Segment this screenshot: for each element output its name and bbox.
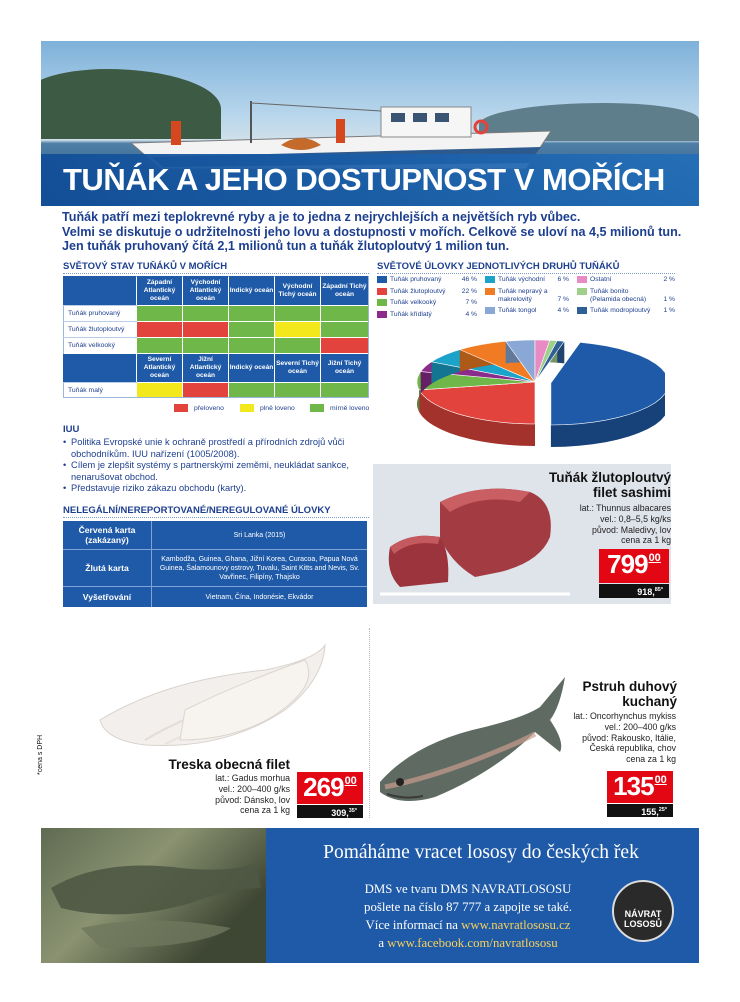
banner-line [303, 934, 633, 952]
cod-fillet-image [85, 640, 335, 760]
legend-swatch-green [310, 404, 324, 412]
status-col-header: Východní Tichý oceán [275, 276, 320, 305]
iuu-item: • Politika Evropské unie k ochraně prostředí a přírodních zdrojů vůči obchodníkům. IUU nařízení (1005/2008). [63, 437, 369, 460]
pie-legend-item [377, 276, 477, 283]
status-cell-yellow [137, 383, 182, 397]
price-net-main: 918, [637, 587, 655, 597]
product-meta-line: původ: Maledivy, lov [591, 524, 671, 535]
illegal-value: Sri Lanka (2015) [151, 521, 367, 549]
pie-legend-label: Tuňák východní [498, 276, 545, 283]
pie-legend-pct: 46 % [461, 276, 477, 283]
product-meta-line: původ: Rakousko, Itálie, [582, 732, 676, 743]
status-cell-red [321, 338, 368, 353]
status-col-header: Jižní Atlantický oceán [183, 354, 228, 382]
pie-legend-swatch [485, 288, 495, 295]
status-cell-green [229, 322, 274, 337]
product-meta-line: původ: Dánsko, lov [215, 794, 290, 805]
illegal-table [63, 521, 367, 607]
pie-legend-label: Tuňák velkooký [390, 299, 437, 306]
status-row-label: Tuňák velkooký [63, 337, 137, 353]
pie-legend-label: Tuňák křídlatý [390, 311, 432, 318]
pie-legend-item [577, 276, 675, 283]
pie-legend-pct: 7 % [557, 296, 569, 303]
website-link[interactable]: www.navratlososu.cz [461, 918, 571, 932]
product-title-line: kuchaný [622, 694, 677, 709]
product-meta [511, 503, 671, 546]
pie-legend-swatch [377, 276, 387, 283]
status-col-header: Jižní Tichý oceán [321, 354, 368, 382]
pie-legend-label: Tuňák pruhovaný [390, 276, 442, 283]
facebook-link[interactable]: www.facebook.com/navratlososu [387, 936, 558, 950]
illegal-key: Žlutá karta [85, 563, 129, 573]
illegal-row [63, 521, 367, 549]
pie-legend-swatch [577, 307, 587, 314]
pie-legend-pct: 6 % [557, 276, 569, 283]
pie-legend-swatch [377, 299, 387, 306]
product-meta [516, 711, 676, 765]
pie-legend-pct: 1 % [663, 296, 675, 303]
iuu-list [63, 437, 369, 495]
price-net [297, 805, 363, 818]
price-net-decimal: 85* [654, 587, 663, 593]
pie-legend-pct: 1 % [663, 307, 675, 314]
status-cell-red [183, 383, 228, 397]
pie-legend-swatch [377, 311, 387, 318]
price-decimal: 00 [344, 775, 357, 787]
product-title-line: filet sashimi [592, 485, 671, 500]
price-decimal: 00 [654, 774, 667, 786]
pie-legend-label: Tuňák nepravý a makrelovitý [498, 288, 548, 303]
product-title [451, 470, 671, 500]
price-net [599, 584, 669, 598]
intro-line: Tuňák patří mezi teplokrevné ryby a je to jedna z nejrychlejších a největších ryb vůbec. [62, 210, 581, 224]
intro-line: Velmi se diskutuje o udržitelnosti jeho lovu a dostupnosti v mořích. Celkově se uloví na 4,5 milionů tun. [62, 224, 682, 239]
pie-slice [419, 382, 535, 446]
hero-banner [41, 41, 699, 206]
pie-legend-item [377, 288, 477, 295]
pie-legend-item [485, 288, 569, 304]
banner-line [303, 916, 633, 934]
section-rule [63, 273, 369, 274]
status-cell-green [229, 383, 274, 397]
status-col-header: Indický oceán [229, 354, 274, 382]
product-meta-line: cena za 1 kg [240, 805, 290, 816]
illegal-value: Kambodža, Guinea, Ghana, Jižní Korea, Curacoa, Papua Nová Guinea, Šalamounovy ostrovy, Tuvalu, Saint Kitts and Nevis, Sv. Vavřinec, Filipíny, Thajsko [151, 550, 367, 586]
illegal-value: Vietnam, Čína, Indonésie, Ekvádor [151, 587, 367, 607]
status-cell-green [321, 322, 368, 337]
status-cell-yellow [275, 322, 320, 337]
pie-legend-label: Tuňák bonito (Pelamida obecná) [590, 288, 647, 303]
pie-legend-swatch [577, 276, 587, 283]
banner-title: Pomáháme vracet lososy do českých řek [323, 842, 639, 863]
price-net-decimal: 35* [348, 808, 357, 814]
status-cell-green [321, 383, 368, 397]
price-net [607, 804, 673, 817]
pie-legend-item [485, 276, 569, 283]
product-title-line: Treska obecná filet [168, 757, 290, 772]
price-main: 269 [303, 772, 344, 802]
intro-text [62, 210, 682, 254]
illegal-key: Červená karta (zakázaný) [78, 525, 136, 545]
pie-legend-item [377, 299, 477, 306]
legend-label: mírně loveno [330, 404, 370, 412]
product-title [90, 757, 290, 772]
iuu-heading: IUU [63, 424, 80, 435]
status-cell-red [183, 322, 228, 337]
pie-legend-pct: 4 % [465, 311, 477, 318]
status-row-label: Tuňák malý [63, 382, 137, 398]
product-meta-line: lat.: Thunnus albacares [579, 503, 671, 513]
salmon-campaign-banner [41, 828, 699, 963]
pie-legend-item [577, 307, 675, 314]
banner-line-prefix: Více informací na [365, 918, 462, 932]
pie-legend-pct: 2 % [663, 276, 675, 283]
price-net-main: 155, [641, 807, 659, 817]
legend-swatch-red [174, 404, 188, 412]
status-cell-green [275, 338, 320, 353]
page-title: TUŇÁK A JEHO DOSTUPNOST V MOŘÍCH [63, 162, 665, 197]
illegal-row [63, 550, 367, 586]
status-corner [63, 354, 136, 382]
status-cell-green [183, 338, 228, 353]
banner-text [303, 880, 633, 952]
catch-pie-chart [395, 320, 665, 470]
pie-legend-item [577, 288, 675, 304]
section-rule [377, 273, 675, 274]
status-corner [63, 276, 136, 305]
status-cell-green [275, 306, 320, 321]
illegal-heading: NELEGÁLNÍ/NEREPORTOVANÉ/NEREGULOVANÉ ÚLOVKY [63, 505, 331, 516]
pie-legend-pct: 7 % [465, 299, 477, 306]
product-meta-line: cena za 1 kg [626, 754, 676, 765]
pie-legend-label: Tuňák modroploutvý [590, 307, 651, 314]
price-net-main: 309, [331, 808, 349, 818]
illegal-row [63, 587, 367, 607]
pie-legend-pct: 22 % [461, 288, 477, 295]
status-row-label: Tuňák pruhovaný [63, 305, 137, 321]
product-title-line: Pstruh duhový [582, 679, 677, 694]
status-cell-green [229, 306, 274, 321]
legend-overfished [174, 404, 224, 412]
pie-legend-pct: 4 % [557, 307, 569, 314]
legend-label: přeloveno [194, 404, 224, 412]
status-col-header: Indický oceán [229, 276, 274, 305]
legend-label: plně loveno [260, 404, 295, 412]
status-col-header: Západní Atlantický oceán [137, 276, 182, 305]
catch-heading: SVĚTOVÉ ÚLOVKY JEDNOTLIVÝCH DRUHŮ TUŇÁKŮ [377, 261, 620, 272]
price-main: 799 [607, 549, 648, 579]
product-title [517, 679, 677, 709]
banner-line: DMS ve tvaru DMS NAVRATLOSOSU [364, 882, 572, 896]
pie-legend-swatch [485, 307, 495, 314]
price-decimal: 00 [648, 552, 661, 564]
pie-legend-swatch [377, 288, 387, 295]
status-cell-green [321, 306, 368, 321]
pie-legend-label: Ostatní [590, 276, 612, 283]
column-divider [369, 628, 370, 818]
iuu-item: • Představuje riziko zákazu obchodu (karty). [63, 483, 369, 495]
iuu-item: • Cílem je zlepšit systémy s partnerskými zeměmi, neukládat sankce, nenarušovat obchod. [63, 460, 369, 483]
price-net-decimal: 25* [658, 807, 667, 813]
status-col-header: Severní Atlantický oceán [137, 354, 182, 382]
product-meta-line: lat.: Gadus morhua [215, 773, 290, 783]
vat-note: *cena s DPH [37, 734, 44, 775]
product-meta-line: Česká republika, chov [589, 743, 676, 754]
status-cell-green [229, 338, 274, 353]
status-col-header: Západní Tichý oceán [321, 276, 368, 305]
status-row-label: Tuňák žlutoploutvý [63, 321, 137, 337]
status-cell-green [183, 306, 228, 321]
navrat-lososu-logo: NÁVRAT LOSOSŮ [612, 880, 674, 942]
legend-swatch-yellow [240, 404, 254, 412]
pie-legend-label: Tuňák žlutoploutvý [390, 288, 446, 295]
status-cell-red [137, 322, 182, 337]
price-tag [297, 772, 363, 804]
price-main: 135 [613, 771, 654, 801]
price-tag [607, 771, 673, 803]
product-meta [150, 773, 290, 816]
price-tag [599, 549, 669, 583]
product-meta-line: lat.: Oncorhynchus mykiss [573, 711, 676, 721]
product-meta-line: vel.: 200–400 g/ks [218, 783, 290, 794]
pie-legend-swatch [485, 276, 495, 283]
pie-legend-item [377, 311, 477, 318]
status-heading: SVĚTOVÝ STAV TUŇÁKŮ V MOŘÍCH [63, 261, 228, 272]
illegal-key: Vyšetřování [82, 592, 132, 602]
status-col-header: Východní Atlantický oceán [183, 276, 228, 305]
product-title-line: Tuňák žlutoploutvý [549, 470, 671, 485]
pie-legend-swatch [577, 288, 587, 295]
salmon-photo [41, 828, 266, 963]
product-meta-line: vel.: 0,8–5,5 kg/ks [600, 513, 671, 524]
salmon-photo-illustration [41, 828, 266, 963]
product-meta-line: cena za 1 kg [621, 535, 671, 546]
legend-fully-fished [240, 404, 295, 412]
pie-legend-label: Tuňák tongol [498, 307, 537, 314]
banner-line: pošlete na číslo 87 777 a zapojte se také. [364, 900, 572, 914]
status-cell-green [137, 306, 182, 321]
legend-moderately-fished [310, 404, 369, 412]
status-col-header: Severní Tichý oceán [275, 354, 320, 382]
status-cell-green [275, 383, 320, 397]
intro-line: Jen tuňák pruhovaný čítá 2,1 milionů tun a tuňák žlutoploutvý 1 milion tun. [62, 239, 510, 254]
banner-line-prefix: a [378, 936, 388, 950]
section-rule [63, 517, 369, 518]
pie-slice [551, 342, 665, 447]
status-cell-green [137, 338, 182, 353]
product-meta-line: vel.: 200–400 g/ks [604, 721, 676, 732]
pie-legend-item [485, 307, 569, 314]
